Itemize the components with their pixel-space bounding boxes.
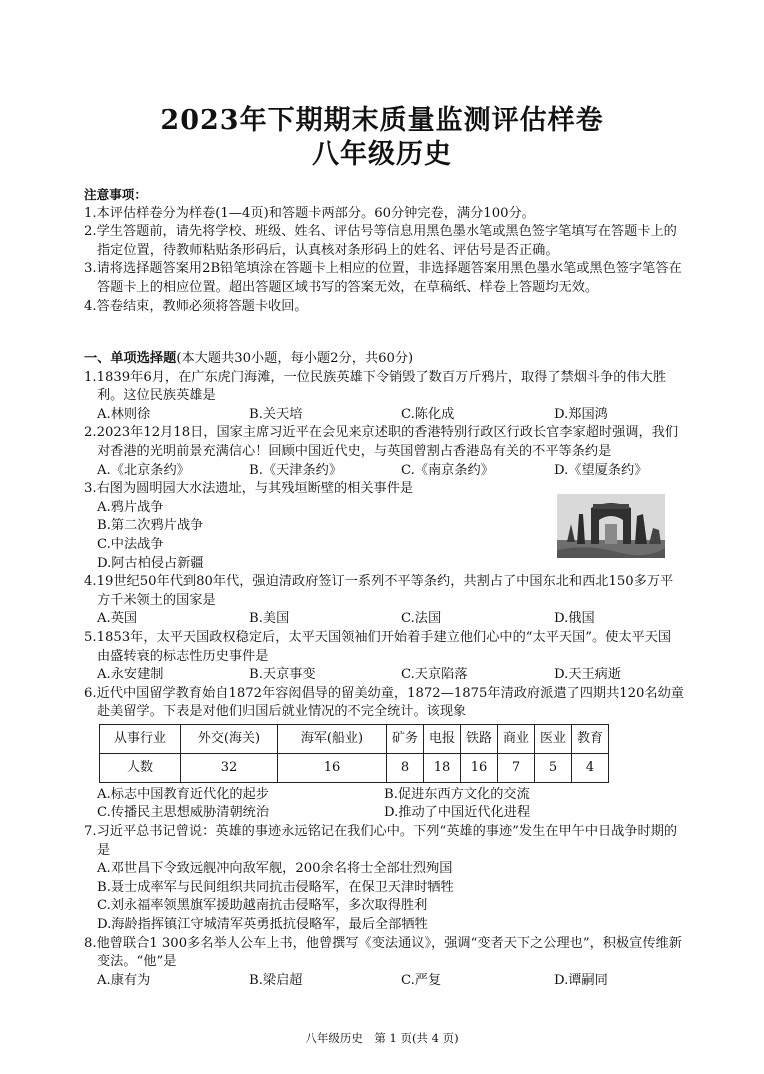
- option-d[interactable]: D.阿古柏侵占新疆: [97, 555, 204, 571]
- option-c[interactable]: C.天京陷落: [401, 667, 468, 683]
- question-6-options-row2: [84, 804, 684, 823]
- exam-title: 2023年下期期末质量监测评估样卷: [160, 105, 604, 136]
- option-a[interactable]: A.永安建制: [97, 667, 164, 683]
- question-8-stem: 8.他曾联合1 300多名举人公车上书，他曾撰写《变法通议》，强调“变者天下之公理也”，积极宣传维新变法。“他”是: [84, 935, 682, 970]
- option-b[interactable]: B.关天培: [249, 406, 303, 422]
- table-row: [100, 753, 609, 782]
- notice-item: 1.本评估样卷分为样卷(1—4页)和答题卡两部分。60分钟完卷，满分100分。: [84, 205, 535, 221]
- question-4-stem: 4.19世纪50年代到80年代，强迫清政府签订一系列不平等条约，共割占了中国东北和西北150多万平方千米领土的国家是: [84, 574, 674, 608]
- option-d[interactable]: D.推动了中国近代化进程: [384, 805, 531, 821]
- question-1-stem: 1.1839年6月，在广东虎门海滩，一位民族英雄下令销毁了数百万斤鸦片，取得了禁烟斗争的伟大胜利。这位民族英雄是: [84, 369, 667, 404]
- option-b[interactable]: B.天京事变: [249, 667, 316, 683]
- table-header-cell: 教育: [572, 724, 609, 753]
- table-cell: 5: [535, 753, 572, 782]
- option-a[interactable]: A.林则徐: [97, 406, 151, 422]
- option-c[interactable]: C.中法战争: [97, 536, 164, 552]
- option-a[interactable]: A.邓世昌下令致远舰冲向敌军舰，200余名将士全部壮烈殉国: [97, 861, 453, 877]
- table-header-cell: 从事行业: [100, 724, 181, 753]
- question-6-options-row1: [84, 786, 684, 805]
- option-c[interactable]: C.法国: [401, 611, 442, 627]
- option-b[interactable]: B.第二次鸦片战争: [97, 518, 204, 534]
- section-description: (本大题共30小题，每小题2分，共60分): [176, 351, 414, 366]
- table-cell: 16: [461, 753, 498, 782]
- option-b[interactable]: B.促进东西方文化的交流: [384, 786, 530, 802]
- table-header-cell: 医业: [535, 724, 572, 753]
- option-d[interactable]: D.俄国: [554, 611, 595, 627]
- question-1-options: [84, 406, 684, 425]
- question-3-stem: 3.右图为圆明园大水法遗址，与其残垣断壁的相关事件是: [84, 481, 414, 497]
- option-d[interactable]: D.海龄指挥镇江守城清军英勇抵抗侵略军，最后全部牺牲: [97, 917, 428, 933]
- option-d[interactable]: D.郑国鸿: [554, 406, 608, 422]
- option-d[interactable]: D.《望厦条约》: [554, 462, 648, 478]
- option-a[interactable]: A.英国: [97, 611, 138, 627]
- option-c[interactable]: C.陈化成: [401, 406, 455, 422]
- notice-item: 4.答卷结束，教师必须将答题卡收回。: [84, 298, 308, 314]
- table-header-cell: 矿务: [387, 724, 424, 753]
- question-5-options: [84, 666, 684, 685]
- notice-block: [84, 186, 684, 316]
- option-c[interactable]: C.传播民主思想威胁清朝统治: [97, 805, 270, 821]
- table-header-cell: 铁路: [461, 724, 498, 753]
- table-header-cell: 海军(船业): [278, 724, 387, 753]
- section-title: 一、单项选择题: [84, 351, 177, 366]
- option-c[interactable]: C.严复: [401, 972, 442, 988]
- table-header-cell: 外交(海关): [181, 724, 278, 753]
- section-heading: [84, 350, 684, 369]
- option-b[interactable]: B.梁启超: [249, 972, 303, 988]
- option-a[interactable]: A.康有为: [97, 972, 151, 988]
- option-b[interactable]: B.美国: [249, 611, 290, 627]
- table-header-cell: 电报: [424, 724, 461, 753]
- option-b[interactable]: B.《天津条约》: [249, 462, 343, 478]
- question-2-options: [84, 462, 684, 481]
- page-footer: 八年级历史 第 1 页(共 4 页): [305, 1031, 459, 1045]
- notice-heading: 注意事项：: [84, 187, 147, 202]
- section-single-choice: [84, 350, 684, 990]
- table-cell: 32: [181, 753, 278, 782]
- table-row: [100, 724, 609, 753]
- question-4-options: [84, 610, 684, 629]
- question-2-stem: 2.2023年12月18日，国家主席习近平在会见来京述职的香港特别行政区行政长官李家超时强调，我们对香港的光明前景充满信心！回顾中国近代史，与英国曾割占香港岛有关的不平等条约是: [84, 425, 679, 459]
- question-3: [84, 480, 684, 573]
- yuanmingyuan-ruins-image: [557, 494, 665, 558]
- question-5-stem: 5.1853年，太平天国政权稳定后，太平天国领袖们开始着手建立他们心中的“太平天国”。使太平天国由盛转衰的标志性历史事件是: [84, 629, 672, 664]
- question-6-stem: 6.近代中国留学教育始自1872年容闳倡导的留美幼童，1872—1875年清政府派遣了四期共120名幼童赴美留学。下表是对他们归国后就业情况的不完全统计。该现象: [84, 685, 684, 720]
- option-d[interactable]: D.谭嗣同: [554, 972, 608, 988]
- option-c[interactable]: C.《南京条约》: [401, 462, 494, 478]
- option-a[interactable]: A.标志中国教育近代化的起步: [97, 786, 269, 802]
- notice-item: 2.学生答题前，请先将学校、班级、姓名、评估号等信息用黑色墨水笔或黑色签字笔填写在答题卡上的指定位置，待教师粘贴条形码后，认真核对条形码上的姓名、评估号是否正确。: [84, 224, 677, 258]
- option-c[interactable]: C.刘永福率领黑旗军援助越南抗击侵略军，多次取得胜利: [97, 898, 428, 914]
- table-cell: 8: [387, 753, 424, 782]
- option-a[interactable]: A.《北京条约》: [97, 462, 190, 478]
- option-b[interactable]: B.聂士成率军与民间组织共同抗击侵略军，在保卫天津时牺牲: [97, 879, 454, 895]
- table-cell: 4: [572, 753, 609, 782]
- table-cell: 16: [278, 753, 387, 782]
- employment-table: [99, 724, 609, 783]
- option-d[interactable]: D.天王病逝: [554, 667, 622, 683]
- option-a[interactable]: A.鸦片战争: [97, 499, 164, 515]
- question-8-options: [84, 972, 684, 991]
- table-header-cell: 商业: [498, 724, 535, 753]
- table-cell: 18: [424, 753, 461, 782]
- notice-item: 3.请将选择题答案用2B铅笔填涂在答题卡上相应的位置，非选择题答案用黑色墨水笔或黑色签字笔答在答题卡上的相应位置。超出答题区域书写的答案无效，在草稿纸、样卷上答题均无效。: [84, 261, 682, 295]
- question-7-stem: 7.习近平总书记曾说：英雄的事迹永远铭记在我们心中。下列“英雄的事迹”发生在甲午中日战争时期的是: [84, 824, 678, 858]
- table-cell: 人数: [100, 753, 181, 782]
- exam-subject-title: 八年级历史: [312, 139, 452, 170]
- table-cell: 7: [498, 753, 535, 782]
